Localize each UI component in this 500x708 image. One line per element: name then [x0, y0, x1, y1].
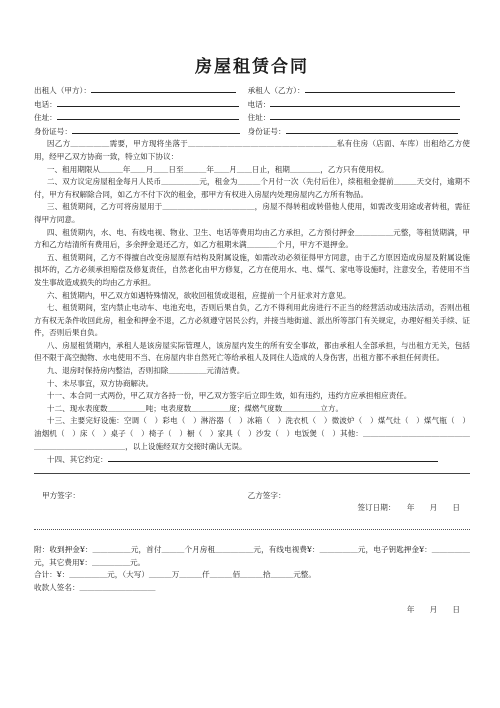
phone-row [34, 98, 470, 112]
address-b-field[interactable] [270, 111, 460, 120]
signature-row [34, 490, 470, 503]
signature-b-label: 乙方签字： [247, 490, 286, 500]
clause-6: 六、租赁期内，甲乙双方如遇特殊情况，欲收回租赁或退租，应提前一个月征求对方意见。 [46, 290, 351, 300]
id-row [34, 125, 470, 139]
dotted-separator [34, 529, 470, 530]
clause-14 [34, 453, 470, 467]
id-b-label: 身份证号： [247, 126, 286, 136]
clause-8: 八、房屋租赁期内，承租人是该房屋实际管理人，该房屋内发生的所有安全事故，都由承租人全部承担，与出租方无关，包括但不限于高空抛物、水电使用不当、在房屋内非自然死亡等给承租人及同住人造成的人身伤害，出租方都不承担任何责任。 [34, 340, 470, 363]
address-row [34, 111, 470, 125]
id-a-label: 身份证号： [34, 126, 72, 136]
phone-a-field[interactable] [57, 98, 239, 107]
party-a-field[interactable] [91, 84, 236, 93]
party-b-field[interactable] [305, 84, 455, 93]
clause-2: 二、双方议定房屋租金每月人民币＿＿＿＿＿元，租金为＿＿＿个月付一次（先付后住），续租租金提前＿＿＿天交付，逾期不付，甲方有权解除合同，如乙方不付下次的租金，那甲方有权进入房屋内处理房屋内乙方所有物品。 [34, 177, 470, 199]
other-terms-field[interactable] [108, 453, 438, 462]
id-a-field[interactable] [72, 125, 240, 134]
phone-b-label: 电话： [247, 99, 271, 109]
clause-5: 五、租赁期间，乙方不得擅自改变房屋原有结构及附属设施，如需改动必须征得甲方同意，由于乙方原因造成房屋及附属设施损坏的，乙方必须承担赔偿及修复责任，自然老化由甲方修复，乙方在使用水、电、煤气、家电等设施时，注意安全，若使用不当发生事故造成损失的均由乙方承担。 [34, 252, 470, 287]
signature-a-label: 甲方签字： [42, 490, 80, 500]
clause-12: 十二、现水表度数＿＿＿＿＿吨；电表度数＿＿＿＿＿度；煤燃气度数＿＿＿＿＿立方。 [46, 403, 344, 413]
address-a-label: 住址： [34, 113, 57, 123]
address-b-label: 住址： [247, 113, 271, 123]
receipt-line-3: 收款人签名：＿＿＿＿＿＿＿＿＿＿ [34, 582, 156, 592]
clause-14-label: 十四、其它约定： [46, 455, 108, 465]
clause-13: 十三、主要完好设施：空调（ ）彩电（ ）淋浴器（ ）冰箱（ ）洗衣机（ ）微波炉（ ）煤气灶（ ）煤气瓶（ ）油烟机（ ）床（ ）桌子（ ）椅子（ ）橱（ ）家具（ ）沙发（ ）电饭煲（ ）其他：＿＿＿＿＿＿＿＿＿＿＿＿＿＿＿＿＿＿＿＿＿＿＿＿＿＿，以上设施经双方交接时确认无误。 [34, 416, 470, 451]
clause-11: 十一、本合同一式两份，甲乙双方各持一份，甲乙双方签字后立即生效，如有违约，违约方应承担相应责任。 [46, 391, 412, 401]
footer-date: 年 月 日 [406, 605, 460, 615]
phone-a-label: 电话： [34, 99, 57, 109]
clause-4: 四、租赁期内，水、电、有线电视、物业、卫生、电话等费用均由乙方承担，乙方预付押金＿＿＿＿＿元整，等租赁期满，甲方和乙方结清所有费用后，多余押金退还乙方，如乙方租期未满＿＿＿＿个月，甲方不退押金。 [34, 227, 470, 250]
clause-1: 一、租用期限从＿＿＿年＿＿月＿＿日至＿＿＿年＿＿月＿＿日止，租期＿＿＿＿，乙方只有使用权。 [46, 164, 389, 174]
clause-10: 十、未尽事宜，双方协商解决。 [46, 378, 154, 388]
document-title: 房屋租赁合同 [195, 57, 309, 77]
sign-date: 签订日期： 年 月 日 [357, 503, 460, 513]
clause-9: 九、退房时保持房内整洁，否则扣除＿＿＿＿＿元清洁费。 [46, 366, 245, 376]
party-a-label: 出租人（甲方）： [34, 86, 91, 95]
address-a-field[interactable] [57, 111, 239, 120]
clause-7: 七、租赁期间，室内禁止电动车、电池充电，否则后果自负，乙方不得利用此房进行不正当的经营活动或违法活动，否则出租方有权无条件收回此房，租金和押金不退，乙方必须遵守居民公约，并接当地街道、派出所等部门有关规定，办理好相关手续、证件，否则后果自负。 [34, 303, 470, 338]
clause-3: 三、租赁期间，乙方可将房屋用于＿＿＿＿＿＿＿＿＿＿＿＿，房屋不得转租或转借他人使用，如需改变用途或者转租，需征得甲方同意。 [34, 202, 470, 224]
party-b-label: 承租人（乙方）： [247, 86, 305, 95]
divider-line [34, 473, 470, 474]
receipt-line-1: 附：收到押金¥：＿＿＿＿＿元，首付＿＿＿个月房租＿＿＿＿＿元，有线电视费¥：＿＿＿＿＿元，电子钥匙押金¥：＿＿＿＿＿元，其它费用¥：＿＿＿＿＿元。 [34, 545, 470, 567]
id-b-field[interactable] [286, 125, 458, 134]
phone-b-field[interactable] [270, 98, 460, 107]
intro-paragraph: 因乙方＿＿＿＿＿需要，甲方现将坐落于＿＿＿＿＿＿＿＿＿＿＿＿＿＿＿＿＿＿＿私有住房（店面、车库）出租给乙方使用，经甲乙双方协商一致，特立如下协议： [34, 139, 470, 161]
receipt-line-2: 合计：¥：＿＿＿＿＿元，（大写）＿＿＿万＿＿＿仟＿＿＿佰＿＿＿拾＿＿＿元整。 [34, 570, 316, 580]
party-row [34, 84, 470, 98]
